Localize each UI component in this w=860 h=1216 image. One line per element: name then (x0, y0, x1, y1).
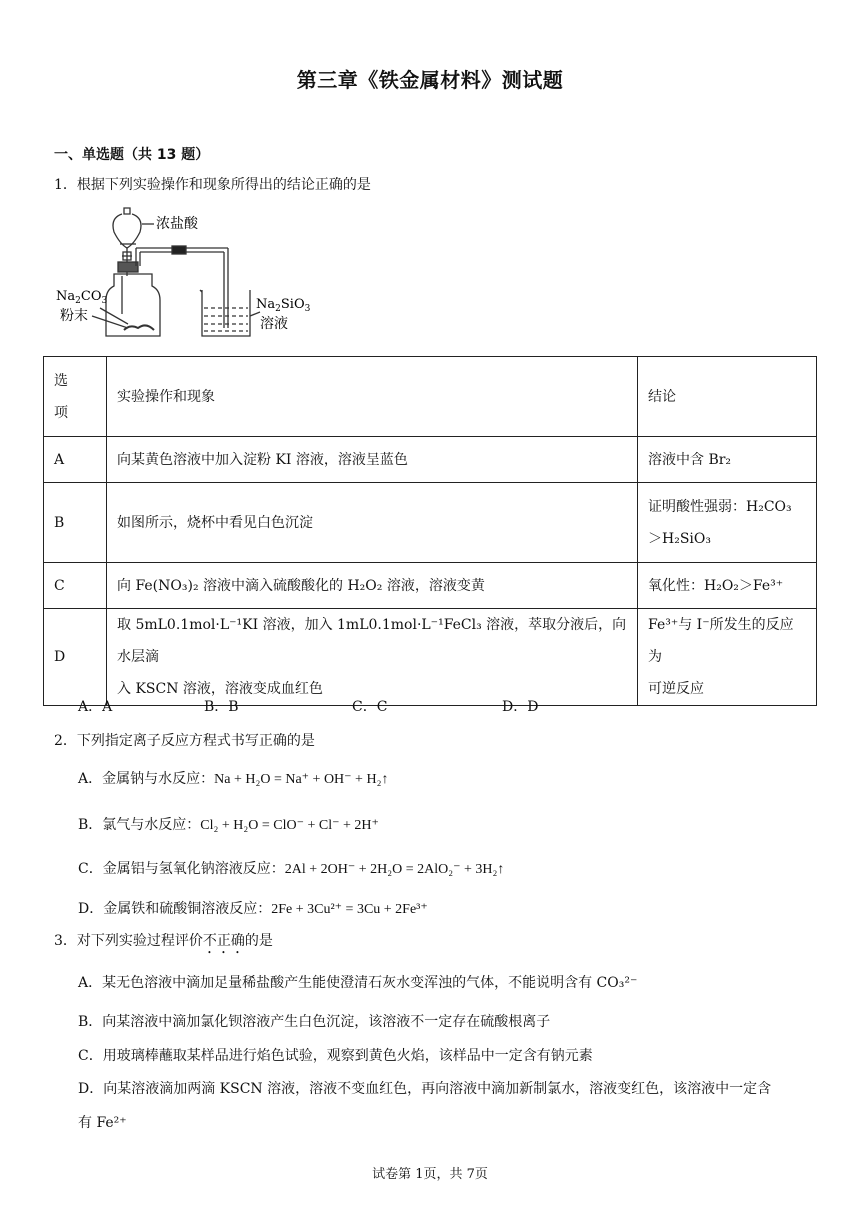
q1-choice-c: C．C (352, 699, 388, 715)
question-1-stem: 1．根据下列实验操作和现象所得出的结论正确的是 (54, 177, 371, 193)
q2-option-a: A．金属钠与水反应：Na + H₂O = Na⁺ + OH⁻ + H₂↑ (78, 771, 389, 787)
question-1-table (43, 356, 817, 706)
label-powder: 粉末 (60, 308, 88, 324)
label-na2sio3: $Na_2SiO_3$ (256, 297, 311, 314)
row-conclusion: Fe³⁺与 I⁻所发生的反应为 可逆反应 (638, 609, 817, 706)
label-na2co3: $Na_2CO_3$ (56, 289, 108, 306)
table-row (44, 609, 817, 706)
q2-option-d: D．金属铁和硫酸铜溶液反应：2Fe + 3Cu²⁺ = 3Cu + 2Fe³⁺ (78, 901, 428, 917)
question-3-stem: 3．对下列实验过程评价不正确的是 (54, 933, 273, 949)
row-conclusion: 溶液中含 Br₂ (638, 437, 817, 483)
q3-option-c: C．用玻璃棒蘸取某样品进行焰色试验，观察到黄色火焰，该样品中一定含有钠元素 (78, 1048, 593, 1064)
table-header-option: 选 项 (44, 357, 107, 437)
row-conclusion: 氧化性：H₂O₂＞Fe³⁺ (638, 563, 817, 609)
row-operation: 向 Fe(NO₃)₂ 溶液中滴入硫酸酸化的 H₂O₂ 溶液，溶液变黄 (107, 563, 638, 609)
page-title: 第三章《铁金属材料》测试题 (296, 68, 564, 92)
row-operation: 如图所示，烧杯中看见白色沉淀 (107, 483, 638, 563)
table-row (44, 563, 817, 609)
q3-option-a: A．某无色溶液中滴加足量稀盐酸产生能使澄清石灰水变浑浊的气体，不能说明含有 CO₃²⁻ (78, 975, 638, 991)
section-heading: 一、单选题（共 13 题） (54, 147, 210, 163)
row-option: B (44, 483, 107, 563)
label-concentrated-hcl: 浓盐酸 (156, 216, 198, 232)
table-header-row (44, 357, 817, 437)
row-option: A (44, 437, 107, 483)
apparatus-figure (50, 204, 320, 344)
q3-option-b: B．向某溶液中滴加氯化钡溶液产生白色沉淀，该溶液不一定存在硫酸根离子 (78, 1014, 551, 1030)
q2-option-b: B．氯气与水反应：Cl₂ + H₂O = ClO⁻ + Cl⁻ + 2H⁺ (78, 817, 379, 833)
q3-option-d: D．向某溶液滴加两滴 KSCN 溶液，溶液不变血红色，再向溶液中滴加新制氯水，溶液变红色，该溶液中一定含 (78, 1081, 772, 1097)
table-header-conclusion: 结论 (638, 357, 817, 437)
table-row (44, 437, 817, 483)
row-operation: 向某黄色溶液中加入淀粉 KI 溶液，溶液呈蓝色 (107, 437, 638, 483)
page-footer: 试卷第 1页，共 7页 (372, 1167, 488, 1182)
table-header-operation: 实验操作和现象 (107, 357, 638, 437)
row-conclusion: 证明酸性强弱：H₂CO₃ ＞H₂SiO₃ (638, 483, 817, 563)
q2-option-c: C．金属铝与氢氧化钠溶液反应：2Al + 2OH⁻ + 2H₂O = 2AlO₂⁻ + 3H₂↑ (78, 861, 505, 877)
row-operation: 取 5mL0.1mol·L⁻¹KI 溶液，加入 1mL0.1mol·L⁻¹FeCl₃ 溶液，萃取分液后，向水层滴 入 KSCN 溶液，溶液变成血红色 (107, 609, 638, 706)
q1-choice-b: B．B (204, 699, 239, 715)
table-row (44, 483, 817, 563)
q1-choice-d: D．D (502, 699, 539, 715)
q3-option-d-continued: 有 Fe²⁺ (78, 1115, 127, 1131)
label-solution: 溶液 (260, 316, 288, 332)
row-option: C (44, 563, 107, 609)
row-option: D (44, 609, 107, 706)
question-2-stem: 2．下列指定离子反应方程式书写正确的是 (54, 733, 315, 749)
q1-choice-a: A．A (78, 699, 113, 715)
